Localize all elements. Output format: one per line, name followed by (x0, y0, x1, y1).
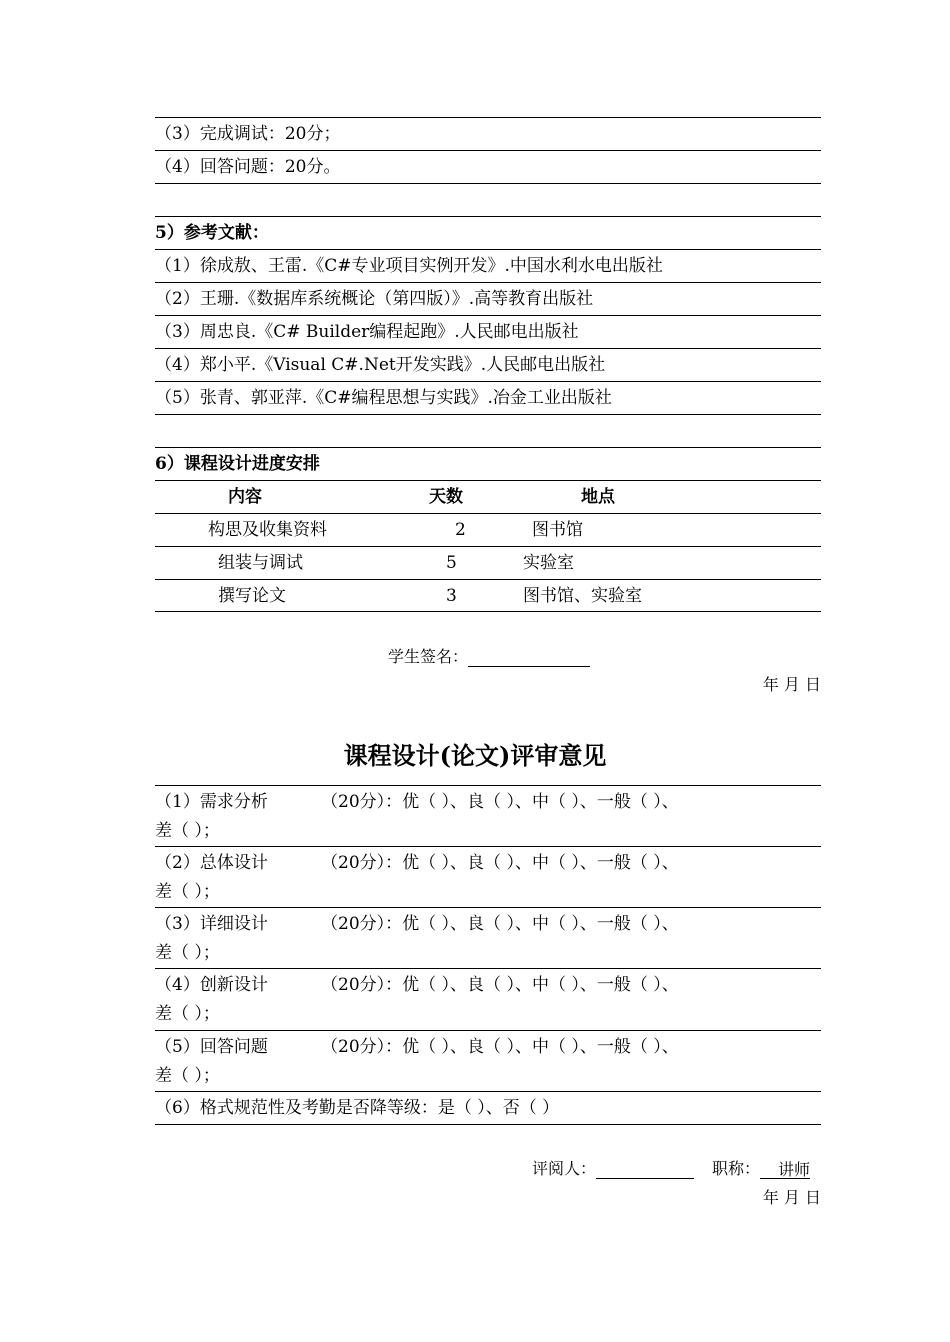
title-label: 职称： (712, 1159, 761, 1178)
rule (155, 249, 821, 250)
review-item-6: （6）格式规范性及考勤是否降等级：是（ ）、否（ ） (155, 1098, 560, 1118)
schedule-cell-content: 撰写论文 (218, 586, 286, 606)
reference-item: （1）徐成敖、王雷.《C#专业项目实例开发》.中国水利水电出版社 (155, 256, 663, 276)
review-item-name: （2）总体设计 (155, 853, 268, 873)
review-item-name: （5）回答问题 (155, 1037, 268, 1057)
rule (155, 611, 821, 612)
review-item-name: （3）详细设计 (155, 914, 268, 934)
rule (155, 480, 821, 481)
schedule-cell-days: 3 (446, 586, 457, 606)
rule (155, 348, 821, 349)
review-date: 年 月 日 (762, 1188, 821, 1207)
grading-item: （3）完成调试：20分； (155, 124, 341, 144)
rule (155, 381, 821, 382)
rule (155, 150, 821, 151)
review-item-name: （1）需求分析 (155, 792, 268, 812)
schedule-cell-place: 图书馆 (532, 520, 583, 540)
title-value: 讲师 (760, 1160, 810, 1179)
rule (155, 907, 821, 908)
rule (155, 846, 821, 847)
schedule-cell-days: 2 (455, 520, 466, 540)
rule (155, 579, 821, 580)
review-item-name: （4）创新设计 (155, 975, 268, 995)
student-signature-line[interactable] (468, 648, 590, 667)
review-item-tail: 差（ ）； (155, 882, 220, 902)
review-item-score: （20分）：优（ ）、良（ ）、中（ ）、一般（ ）、 (321, 914, 679, 934)
student-signature-date: 年 月 日 (762, 675, 821, 694)
references-heading: 5）参考文献： (155, 223, 269, 243)
schedule-cell-place: 图书馆、实验室 (523, 586, 642, 606)
review-title: 课程设计(论文)评审意见 (343, 741, 607, 770)
grading-item: （4）回答问题：20分。 (155, 157, 341, 177)
rule (155, 117, 821, 118)
reviewer-signature (532, 1159, 694, 1179)
schedule-heading: 6）课程设计进度安排 (155, 454, 320, 474)
schedule-cell-content: 构思及收集资料 (208, 520, 327, 540)
schedule-cell-content: 组装与调试 (218, 553, 303, 573)
review-item-tail: 差（ ）； (155, 943, 220, 963)
reviewer-title (712, 1159, 810, 1179)
rule (155, 1091, 821, 1092)
reviewer-label: 评阅人： (532, 1159, 597, 1178)
reviewer-signature-line[interactable] (596, 1160, 694, 1179)
schedule-header-days: 天数 (429, 487, 463, 507)
rule (155, 1030, 821, 1031)
rule (155, 282, 821, 283)
review-item-tail: 差（ ）； (155, 821, 220, 841)
reference-item: （5）张青、郭亚萍.《C#编程思想与实践》.冶金工业出版社 (155, 388, 612, 408)
reference-item: （2）王珊.《数据库系统概论（第四版）》.高等教育出版社 (155, 289, 594, 309)
rule (155, 785, 821, 786)
rule (155, 546, 821, 547)
student-signature-label: 学生签名： (388, 647, 469, 666)
rule (155, 1124, 821, 1125)
rule (155, 513, 821, 514)
review-item-score: （20分）：优（ ）、良（ ）、中（ ）、一般（ ）、 (321, 975, 679, 995)
review-item-tail: 差（ ）； (155, 1066, 220, 1086)
schedule-cell-days: 5 (446, 553, 457, 573)
schedule-header-content: 内容 (228, 487, 262, 507)
rule (155, 183, 821, 184)
review-item-score: （20分）：优（ ）、良（ ）、中（ ）、一般（ ）、 (321, 1037, 679, 1057)
reference-item: （3）周忠良.《C# Builder编程起跑》.人民邮电出版社 (155, 322, 579, 342)
schedule-header-place: 地点 (581, 487, 615, 507)
review-item-score: （20分）：优（ ）、良（ ）、中（ ）、一般（ ）、 (321, 853, 679, 873)
schedule-cell-place: 实验室 (523, 553, 574, 573)
rule (155, 315, 821, 316)
review-item-tail: 差（ ）； (155, 1004, 220, 1024)
rule (155, 216, 821, 217)
rule (155, 968, 821, 969)
rule (155, 447, 821, 448)
reference-item: （4）郑小平.《Visual C#.Net开发实践》.人民邮电出版社 (155, 355, 606, 375)
review-item-score: （20分）：优（ ）、良（ ）、中（ ）、一般（ ）、 (321, 792, 679, 812)
student-signature (388, 647, 590, 667)
rule (155, 414, 821, 415)
